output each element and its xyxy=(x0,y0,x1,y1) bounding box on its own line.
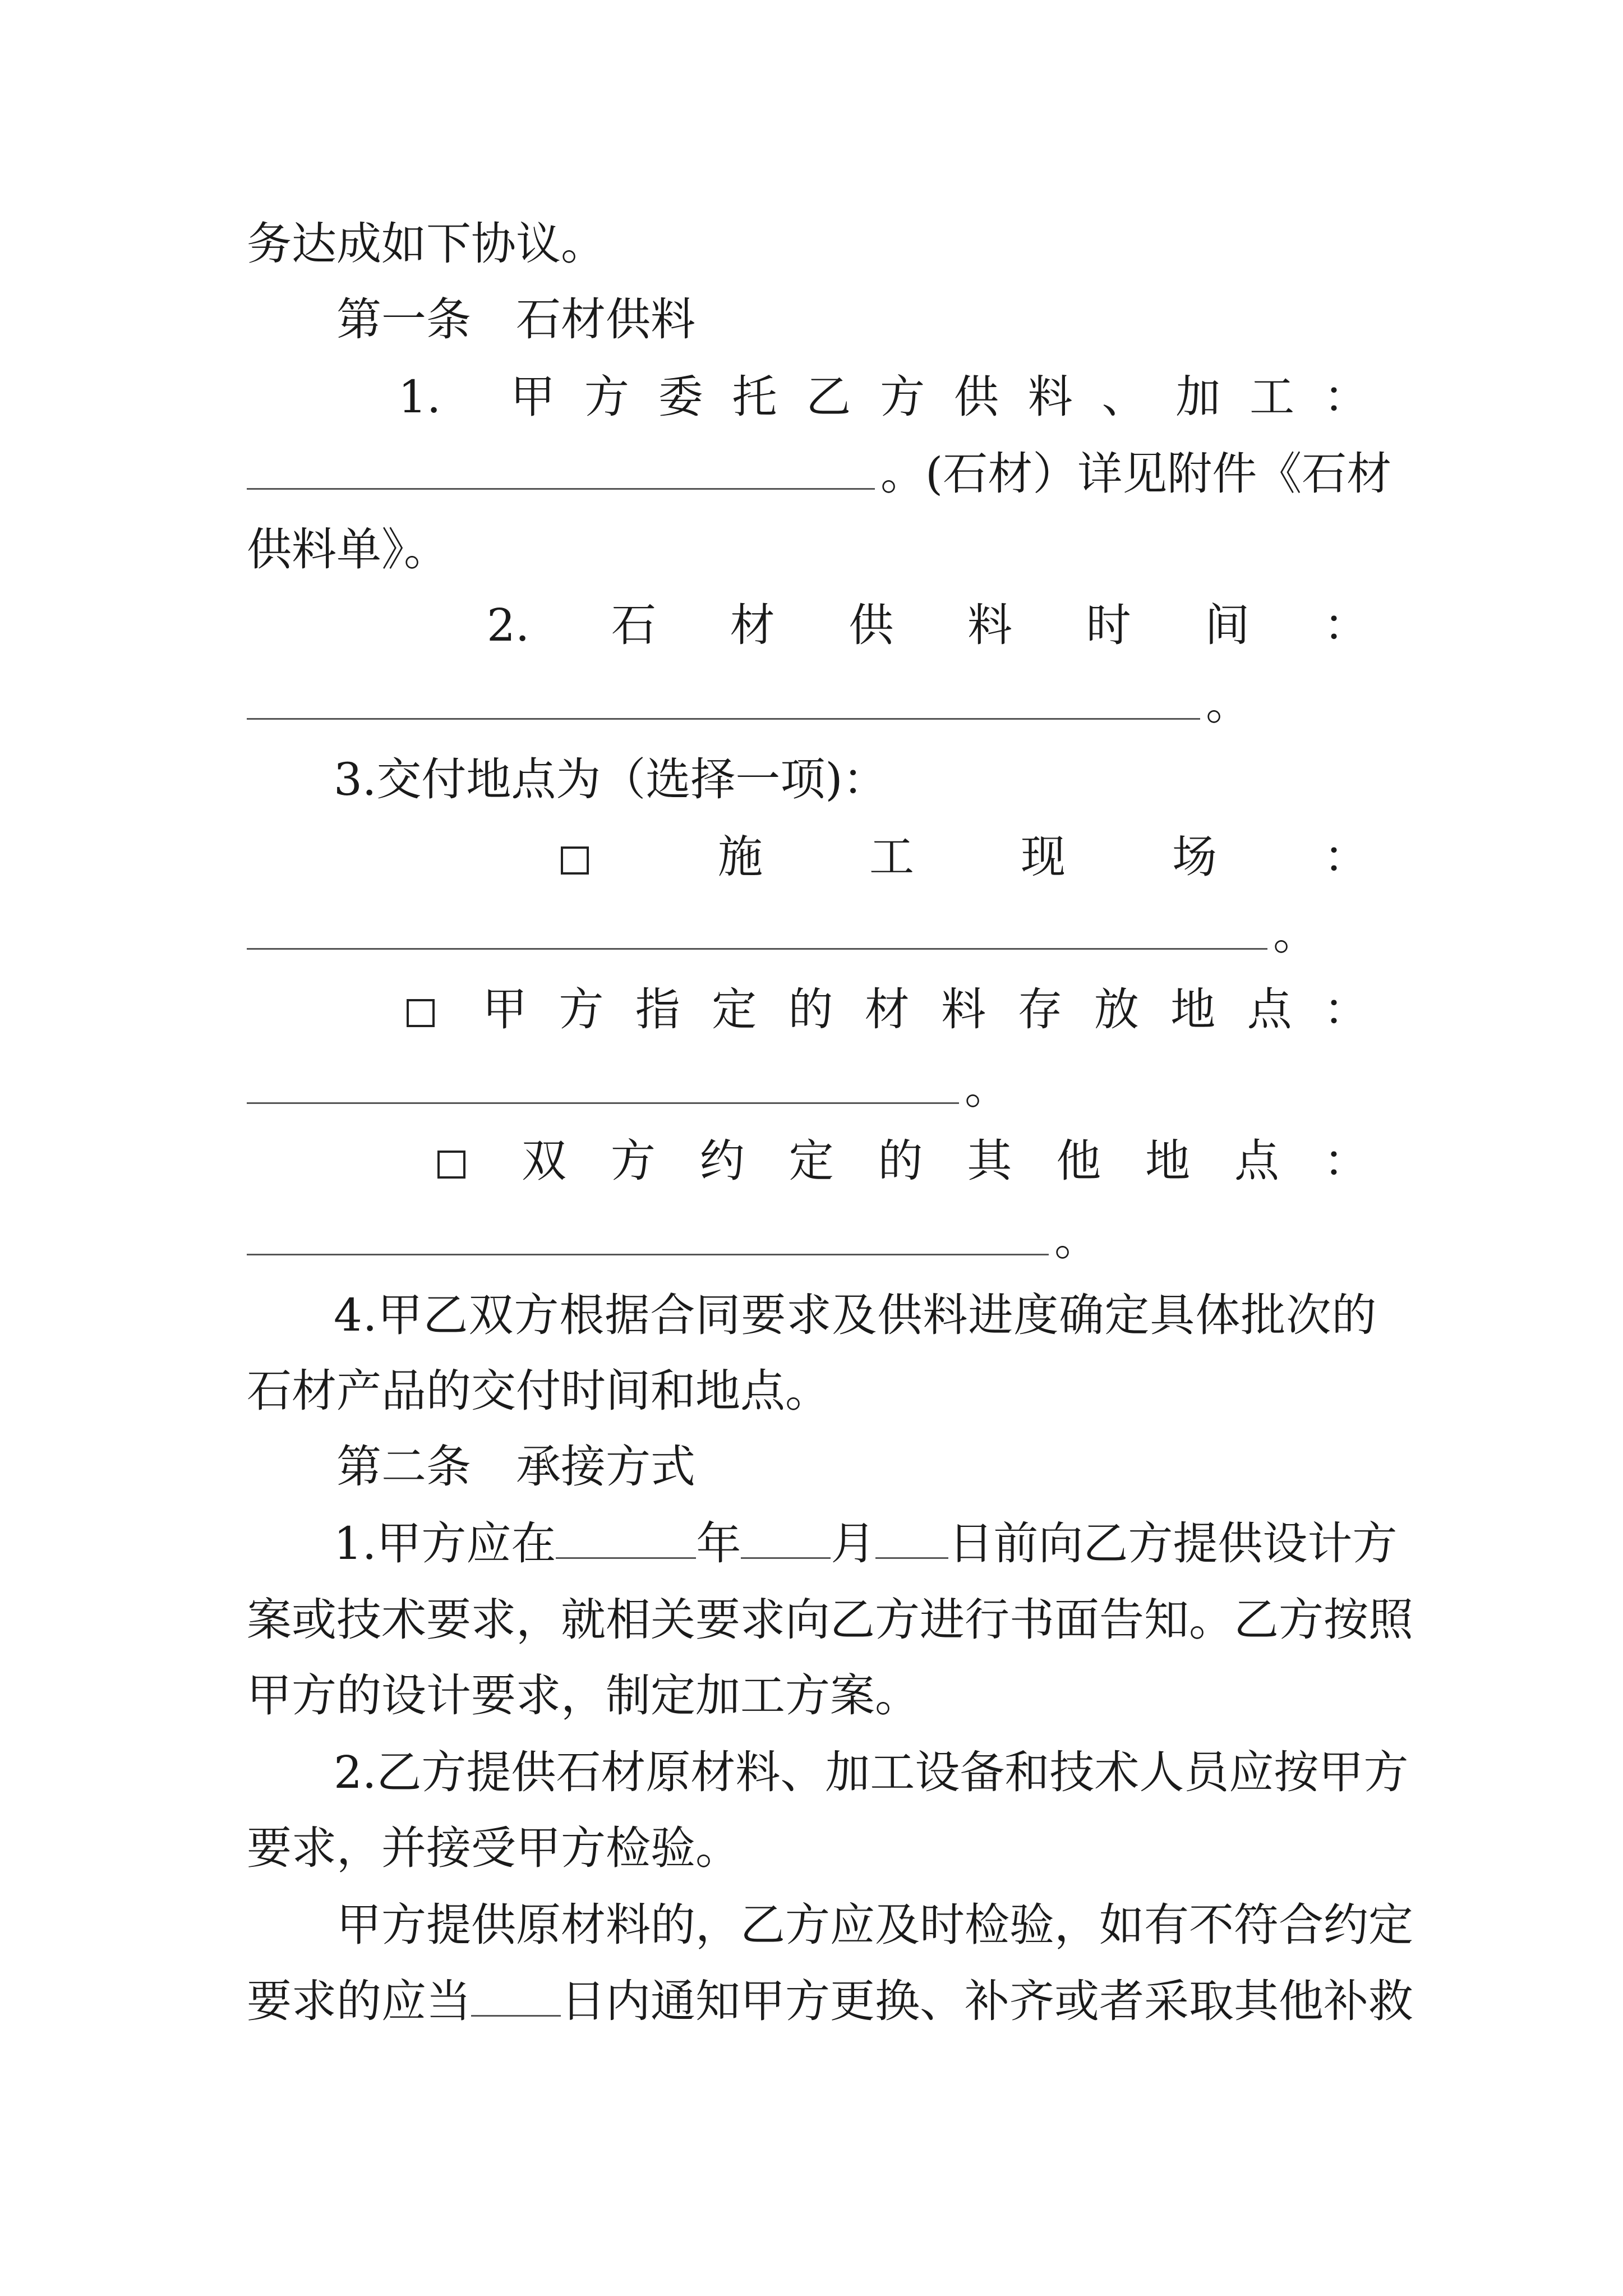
fill-blank-other-location[interactable] xyxy=(247,1254,1049,1255)
spread-char: 料 xyxy=(941,983,986,1036)
option-2-text xyxy=(482,983,1368,1036)
spread-char: 双 xyxy=(522,1135,566,1187)
spread-char: 的 xyxy=(878,1135,923,1187)
spread-char: 存 xyxy=(1017,983,1063,1036)
fill-blank-day[interactable] xyxy=(875,1521,948,1559)
spread-char: ： xyxy=(1323,599,1368,651)
art2-item-1-line-1 xyxy=(334,1517,1398,1570)
spread-char: 供 xyxy=(953,371,999,423)
spread-char: 甲 xyxy=(510,371,555,423)
spread-char: 现 xyxy=(1021,831,1066,883)
art2-para-3-line-1: 甲方提供原材料的，乙方应及时检验，如有不符合约定 xyxy=(336,1899,1413,1951)
spread-char: 放 xyxy=(1094,983,1139,1036)
fill-blank-month[interactable] xyxy=(741,1521,831,1559)
month-label: 月 xyxy=(831,1517,876,1570)
spread-char: 甲 xyxy=(482,983,527,1036)
spread-char: 时 xyxy=(1086,599,1131,651)
fill-blank-year[interactable] xyxy=(556,1521,696,1559)
item-2-period: 。 xyxy=(1206,678,1251,730)
art2-item-1-line-3: 甲方的设计要求，制定加工方案。 xyxy=(247,1669,920,1722)
spread-char: 场 xyxy=(1172,831,1217,883)
spread-char: 材 xyxy=(864,983,910,1036)
spread-char: 料 xyxy=(1027,371,1073,423)
art2-item-1-pre: 1.甲方应在 xyxy=(334,1517,556,1570)
spread-char: 料 xyxy=(967,599,1012,651)
spread-char: 指 xyxy=(635,983,680,1036)
option-3-checkbox[interactable] xyxy=(437,1139,465,1184)
spread-char: 石 xyxy=(611,599,656,651)
spread-char: ： xyxy=(1324,831,1368,883)
fill-blank-days[interactable] xyxy=(471,1979,561,2017)
year-label: 年 xyxy=(696,1517,741,1570)
art2-para-3-pre: 要求的应当 xyxy=(247,1975,471,2027)
spread-char: 点 xyxy=(1247,983,1292,1036)
option-3-text xyxy=(522,1135,1368,1187)
item-2-text xyxy=(611,599,1368,651)
spread-char: 加 xyxy=(1175,371,1221,423)
art2-item-2-line-2: 要求，并接受甲方检验。 xyxy=(247,1822,740,1874)
item-1-end: 供料单》。 xyxy=(247,523,449,576)
spread-char: 地 xyxy=(1170,983,1216,1036)
spread-char: 约 xyxy=(699,1135,745,1187)
art2-para-3-post: 日内通知甲方更换、补齐或者采取其他补救 xyxy=(561,1975,1413,2027)
art2-item-1-line-2: 案或技术要求，就相关要求向乙方进行书面告知。乙方按照 xyxy=(247,1594,1413,1646)
item-4-line-2: 石材产品的交付时间和地点。 xyxy=(247,1365,830,1417)
fill-blank-storage[interactable] xyxy=(247,1102,959,1104)
spread-char: ： xyxy=(1323,371,1368,423)
spread-char: 点 xyxy=(1234,1135,1279,1187)
spread-char: 、 xyxy=(1101,371,1147,423)
item-4-line-1: 4.甲乙双方根据合同要求及供料进度确定具体批次的 xyxy=(334,1289,1377,1341)
spread-char: ： xyxy=(1323,983,1368,1036)
option-1-text xyxy=(718,831,1368,883)
spread-char: 他 xyxy=(1056,1135,1101,1187)
spread-char: 方 xyxy=(559,983,604,1036)
item-1-number: 1. xyxy=(398,371,441,423)
spread-char: 的 xyxy=(788,983,833,1036)
option-1-checkbox[interactable] xyxy=(561,835,589,880)
item-1-tail: 。(石材）详见附件《石材 xyxy=(880,448,1392,500)
item-1-text xyxy=(510,371,1368,423)
option-2-period: 。 xyxy=(965,1062,1009,1114)
option-1-period: 。 xyxy=(1273,908,1318,960)
spread-char: 方 xyxy=(880,371,925,423)
item-2-number: 2. xyxy=(487,599,530,651)
spread-char: 委 xyxy=(658,371,703,423)
spread-char: ： xyxy=(1323,1135,1368,1187)
spread-char: 方 xyxy=(610,1135,656,1187)
spread-char: 方 xyxy=(584,371,629,423)
spread-char: 其 xyxy=(967,1135,1012,1187)
spread-char: 工 xyxy=(1249,371,1295,423)
article-2-heading: 第二条 承接方式 xyxy=(336,1441,695,1493)
art2-item-1-post: 日前向乙方提供设计方 xyxy=(948,1517,1398,1570)
spread-char: 施 xyxy=(718,831,763,883)
paragraph-continuation: 务达成如下协议。 xyxy=(247,218,606,270)
spread-char: 定 xyxy=(789,1135,834,1187)
fill-blank-site[interactable] xyxy=(247,948,1267,950)
fill-blank-materials[interactable] xyxy=(247,488,875,490)
option-3-period: 。 xyxy=(1054,1213,1099,1266)
spread-char: 乙 xyxy=(806,371,851,423)
art2-para-3-line-2 xyxy=(247,1975,1413,2027)
item-3-text: 3.交付地点为（选择一项)： xyxy=(334,753,888,806)
spread-char: 托 xyxy=(732,371,777,423)
spread-char: 工 xyxy=(869,831,914,883)
spread-char: 定 xyxy=(712,983,757,1036)
fill-blank-supply-time[interactable] xyxy=(247,718,1200,720)
article-1-heading: 第一条 石材供料 xyxy=(336,293,695,346)
art2-item-2-line-1: 2.乙方提供石材原材料、加工设备和技术人员应按甲方 xyxy=(334,1746,1409,1798)
spread-char: 供 xyxy=(849,599,894,651)
option-2-checkbox[interactable] xyxy=(407,987,435,1032)
spread-char: 地 xyxy=(1145,1135,1191,1187)
spread-char: 材 xyxy=(730,599,775,651)
spread-char: 间 xyxy=(1205,599,1250,651)
